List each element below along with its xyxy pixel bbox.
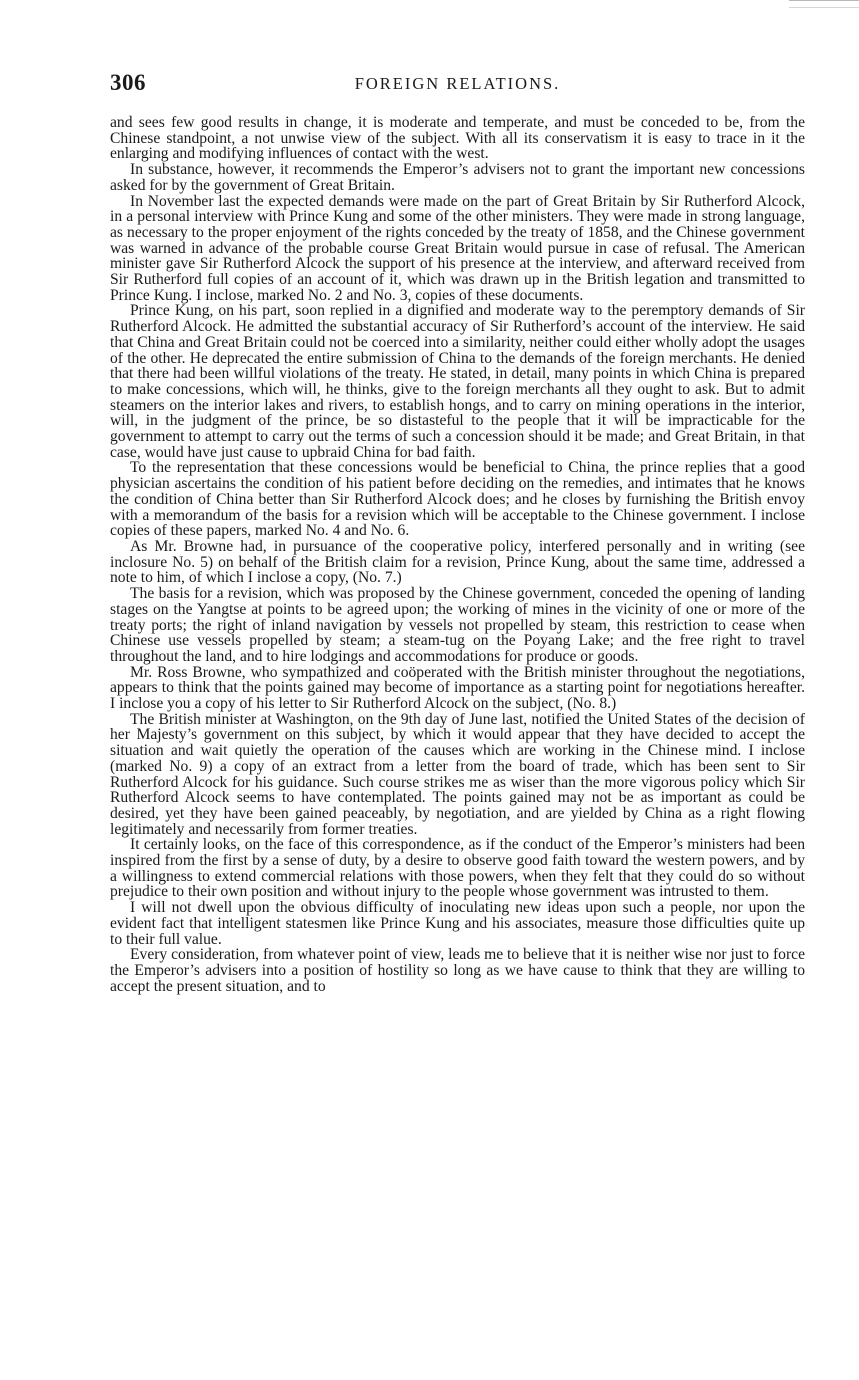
page-header [110, 70, 805, 98]
running-head: FOREIGN RELATIONS. [354, 74, 561, 93]
paragraph: The basis for a revision, which was proposed by the Chinese government, conceded the opening of landing stages on the Yangtse at points to be agreed upon; the working of mines in the vicinity of one or more of the treaty ports; the right of inland navigation by vessels not propelled by steam, this restriction to cease when Chinese use vessels propelled by steam; a steam-tug on the Poyang Lake; and the free right to travel throughout the land, and to hire lodgings and accommodations for produce or goods. [110, 585, 805, 665]
paragraph: I will not dwell upon the obvious difficulty of inoculating new ideas upon such a people, nor upon the evident fact that intelligent statesmen like Prince Kung and his associates, measure those difficulties quite up to their full value. [110, 899, 805, 948]
paragraph: To the representation that these concessions would be beneficial to China, the prince replies that a good physician ascertains the condition of his patient before deciding on the remedies, and intimates that he knows the condition of China better than Sir Rutherford Alcock does; and he closes by furnishing the British envoy with a memorandum of the basis for a revision which will be acceptable to the Chinese government. I inclose copies of these papers, marked No. 4 and No. 6. [110, 459, 805, 540]
paragraph: Prince Kung, on his part, soon replied in a dignified and moderate way to the peremptory demands of Sir Rutherford Alcock. He admitted the substantial accuracy of Sir Rutherford’s account of the interview. He said that China and Great Britain could not be coerced into a similarity, neither could either wholly adopt the usages of the other. He deprecated the entire submission of China to the demands of the foreign merchants. He denied that there had been willful violations of the treaty. He stated, in detail, many points in which China is prepared to make concessions, which will, he thinks, give to the foreign merchants all they ought to ask. But to admit steamers on the interior lakes and rivers, to establish hongs, and to carry on mining operations in the interior, will, in the judgment of the prince, be so distasteful to the people that it will be impracticable for the government to attempt to carry out the terms of such a concession should it be made; and Great Britain, in that case, would have just cause to upbraid China for bad faith. [110, 302, 805, 461]
paragraph: As Mr. Browne had, in pursuance of the cooperative policy, interfered personally and in writing (see inclosure No. 5) on behalf of the British claim for a revision, Prince Kung, about the same time, addressed a note to him, of which I inclose a copy, (No. 7.) [110, 537, 805, 587]
paragraph: It certainly looks, on the face of this correspondence, as if the conduct of the Emperor’s ministers had been inspired from the first by a sense of duty, by a desire to observe good faith toward the western powers, and by a willingness to extend commercial relations with those powers, when they felt that they could do so without prejudice to their own position and without injury to the people whose government was intrusted to them. [110, 836, 805, 901]
scan-edge-mark [789, 0, 859, 8]
paragraph: Mr. Ross Browne, who sympathized and coöperated with the British minister throughout the negotiations, appears to think that the points gained may become of importance as a starting point for negotiations hereafter. I inclose you a copy of his letter to Sir Rutherford Alcock on the subject, (No. 8.) [110, 663, 805, 713]
paragraph: In November last the expected demands were made on the part of Great Britain by Sir Rutherford Alcock, in a personal interview with Prince Kung and some of the other ministers. They were made in strong language, as necessary to the proper enjoyment of the rights conceded by the treaty of 1858, and the Chinese government was warned in advance of the probable course Great Britain would pursue in case of refusal. The American minister gave Sir Rutherford Alcock the support of his presence at the interview, and afterward received from Sir Rutherford full copies of an account of it, which was drawn up in the British legation and transmitted to Prince Kung. I inclose, marked No. 2 and No. 3, copies of these documents. [110, 192, 805, 304]
body-text [110, 115, 805, 994]
paragraph: Every consideration, from whatever point of view, leads me to believe that it is neither wise nor just to force the Emperor’s advisers into a position of hostility so long as we have cause to think that they are willing to accept the present situation, and to [110, 946, 805, 995]
paragraph: and sees few good results in change, it is moderate and temperate, and must be conceded to be, from the Chinese standpoint, a not unwise view of the subject. With all its conservatism it is easy to trace in it the enlarging and modifying influences of contact with the west. [110, 114, 805, 163]
paragraph: The British minister at Washington, on the 9th day of June last, notified the United States of the decision of her Majesty’s government on this subject, by which it would appear that they have decided to accept the situation and wait quietly the operation of the causes which are working in the Chinese mind. I inclose (marked No. 9) a copy of an extract from a letter from the board of trade, which has been sent to Sir Rutherford Alcock for his guidance. Such course strikes me as wiser than the more vigorous policy which Sir Rutherford Alcock seems to have contemplated. The points gained may not be as important as could be desired, yet they have been gained peaceably, by negotiation, and are yielded by China as a right flowing legitimately and necessarily from former treaties. [110, 710, 805, 838]
paragraph: In substance, however, it recommends the Emperor’s advisers not to grant the important new concessions asked for by the government of Great Britain. [110, 161, 805, 194]
page-number: 306 [110, 70, 146, 95]
